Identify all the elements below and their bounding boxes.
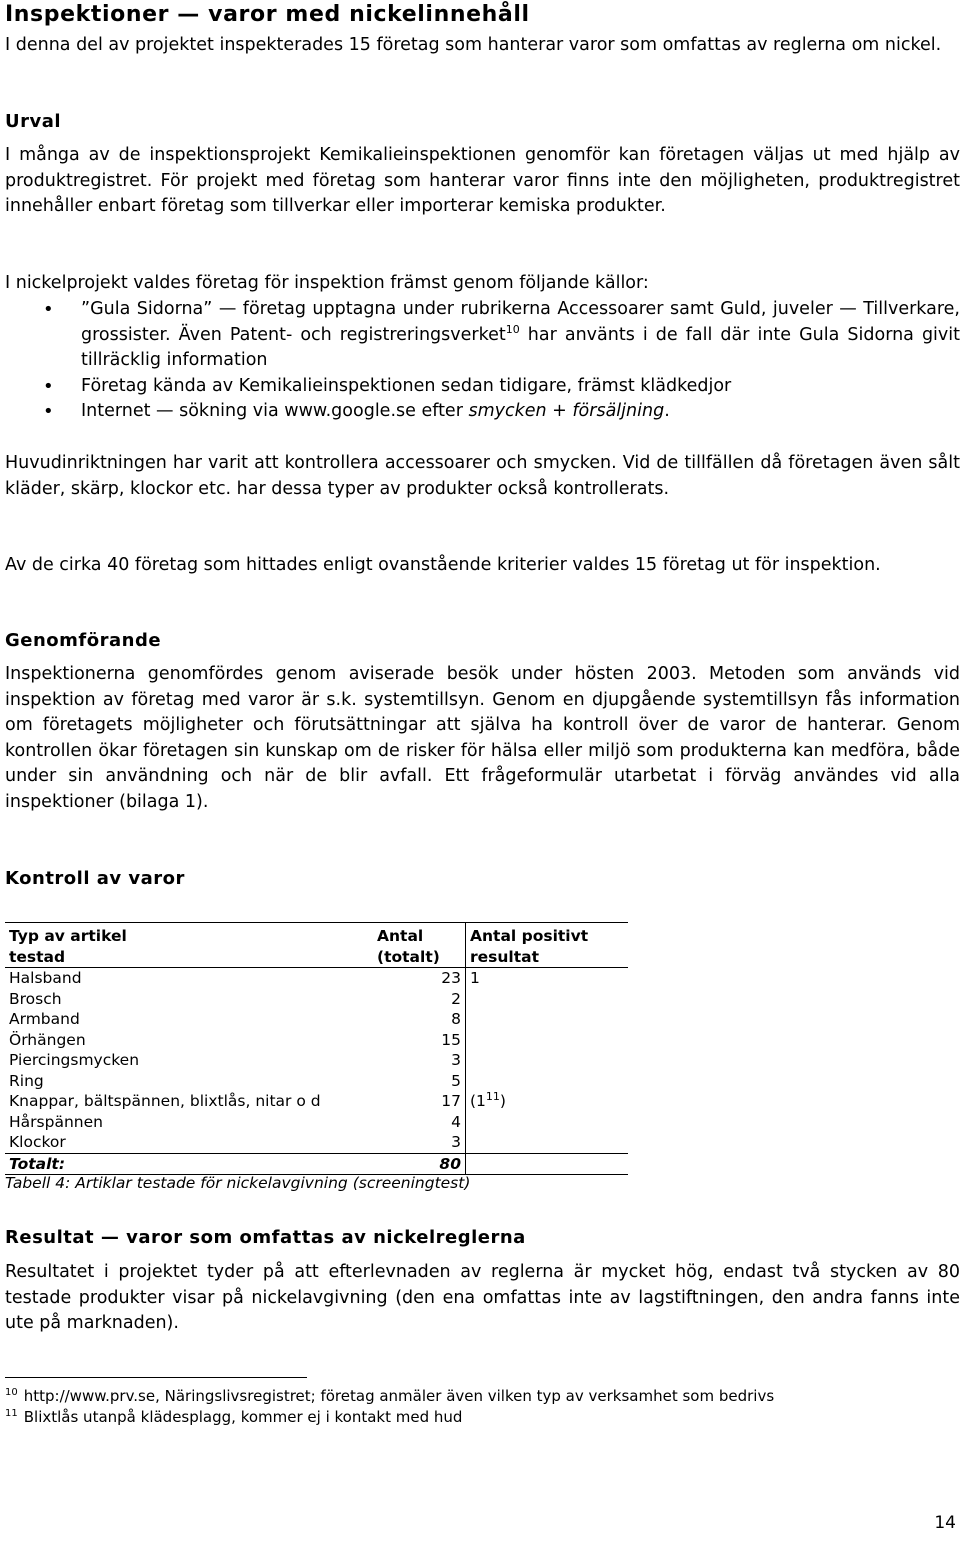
cell-positive [466,989,629,1010]
intro-paragraph: I denna del av projektet inspekterades 15 företag som hanterar varor som omfattas av reglerna om nickel. [5,35,942,55]
cell-count: 3 [451,1133,461,1151]
bullet-3-text: Internet — sökning via www.google.se efter [81,401,469,422]
urval-paragraph-3: Huvudinriktningen har varit att kontrollera accessoarer och smycken. Vid de tillfällen då företagen även sålt kläder, skärp, klockor etc. har dessa typer av produkter också kontrollerats. [5,453,960,499]
footnote-number: 11 [5,1408,18,1419]
cell-item: Hårspännen [9,1112,103,1131]
cell-item: Brosch [9,989,62,1008]
total-empty [466,1153,629,1175]
urval-paragraph-1: I många av de inspektionsprojekt Kemikalieinspektionen genomför kan företagen väljas ut med hjälp av produktregistret. För projekt med företag som hanterar varor finns inte den möjligheten, produktregistret innehåller enbart företag som tillverkar eller importerar kemiska produkter. [5,145,960,217]
search-phrase: smycken + försäljning [468,401,665,422]
cell-count: 5 [451,1071,461,1090]
header-item-type-l1: Typ av artikel [9,927,127,945]
list-item [5,399,960,425]
resultat-heading: Resultat — varor som omfattas av nickelreglerna [5,1227,526,1248]
footnote-text: http://www.prv.se, Näringslivsregistret; företag anmäler även vilken typ av verksamhet som bedrivs [23,1387,775,1405]
table-row [5,989,628,1010]
page-title: Inspektioner — varor med nickelinnehåll [5,2,530,27]
footnote-10 [5,1386,774,1406]
header-count-l2: (totalt) [377,947,440,966]
table-row [5,968,628,989]
bullet-1-text: ”Gula Sidorna” — företag upptagna under rubrikerna Accessoarer samt Guld, juveler — Tillverkare, grossister. Även Patent- och registreringsverket [81,299,960,345]
articles-table [5,922,628,1175]
cell-item: Knappar, bältspännen, blixtlås, nitar o d [9,1092,321,1110]
urval-heading: Urval [5,111,62,132]
table-row [5,1071,628,1092]
page-number: 14 [934,1513,956,1533]
cell-positive [466,1009,629,1030]
urval-paragraph-4: Av de cirka 40 företag som hittades enligt ovanstående kriterier valdes 15 företag ut för inspektion. [5,555,881,575]
header-count [373,923,466,968]
cell-count: 4 [451,1112,461,1131]
header-positive-l1: Antal positivt [470,927,589,945]
footnote-text: Blixtlås utanpå klädesplagg, kommer ej i kontakt med hud [23,1408,463,1426]
cell-positive [466,1112,629,1133]
footnote-divider [5,1377,307,1378]
kontroll-heading: Kontroll av varor [5,868,185,889]
list-item [5,297,960,374]
cell-positive [466,1050,629,1071]
cell-item: Örhängen [9,1030,86,1049]
cell-count: 8 [451,1010,461,1028]
table-body [5,968,628,1154]
header-item-type-l2: testad [9,947,66,966]
cell-item: Klockor [9,1133,66,1151]
table-row [5,1132,628,1153]
genomforande-heading: Genomförande [5,630,162,651]
cell-count: 23 [441,969,461,987]
cell-count: 15 [441,1030,461,1049]
cell-positive [466,1030,629,1051]
table-header-row [5,923,628,968]
list-item [5,374,960,400]
bullet-1-text-cont: har använts i de fall där inte Gula Sidorna givit tillräcklig information [81,324,960,371]
total-label: Totalt: [9,1154,66,1173]
cell-count: 2 [451,989,461,1008]
resultat-paragraph: Resultatet i projektet tyder på att efterlevnaden av reglerna är mycket hög, endast två stycken av 80 testade produkter visar på nickelavgivning (den ena omfattas inte av lagstiftningen, den andra fanns inte ute på marknaden). [5,1262,960,1334]
table-row [5,1112,628,1133]
cell-count: 3 [451,1051,461,1069]
bullet-3-end: . [664,401,670,422]
table-row [5,1091,628,1112]
header-count-l1: Antal [377,927,424,945]
cell-positive [466,968,629,989]
table-row [5,1009,628,1030]
cell-positive [466,1132,629,1153]
table-row [5,1050,628,1071]
footnote-11 [5,1407,462,1427]
cell-item: Armband [9,1010,80,1028]
footnote-ref-11: 11 [485,1089,500,1103]
urval-paragraph-2: I nickelprojekt valdes företag för inspektion främst genom följande källor: [5,273,649,293]
cell-positive-value: 1 [470,969,480,987]
cell-positive [466,1071,629,1092]
cell-positive: $(1^{11})$ [466,1091,629,1112]
cell-item: Halsband [9,969,82,987]
source-list [5,297,960,425]
total-value: 80 [439,1154,461,1173]
cell-item: Piercingsmycken [9,1051,140,1069]
cell-count: 17 [441,1092,461,1110]
genomforande-paragraph: Inspektionerna genomfördes genom aviserade besök under hösten 2003. Metoden som används vid inspektion av företag med varor är s.k. systemtillsyn. Genom en djupgående systemtillsyn fås information om företagets möjligheter och förutsättningar att själva ha kontroll över de varor de hanterar. Genom kontrollen ökar företagen sin kunskap om de risker för hälsa eller miljö som produkterna kan medföra, både under sin användning och när de blir avfall. Ett frågeformulär utarbetat i förväg användes vid alla inspektioner (bilaga 1). [5,664,960,812]
table-caption: Tabell 4: Artiklar testade för nickelavgivning (screeningtest) [5,1174,471,1192]
header-item-type [5,923,373,968]
header-positive-l2: resultat [470,947,540,966]
table-total-row [5,1153,628,1175]
table-row [5,1030,628,1051]
footnote-ref-10: 10 [505,322,520,336]
cell-item: Ring [9,1071,44,1090]
footnote-number: 10 [5,1387,18,1398]
header-positive [466,923,629,968]
bullet-2-text: Företag kända av Kemikalieinspektionen sedan tidigare, främst klädkedjor [81,375,732,396]
cell-positive-value: (1 [470,1092,486,1110]
